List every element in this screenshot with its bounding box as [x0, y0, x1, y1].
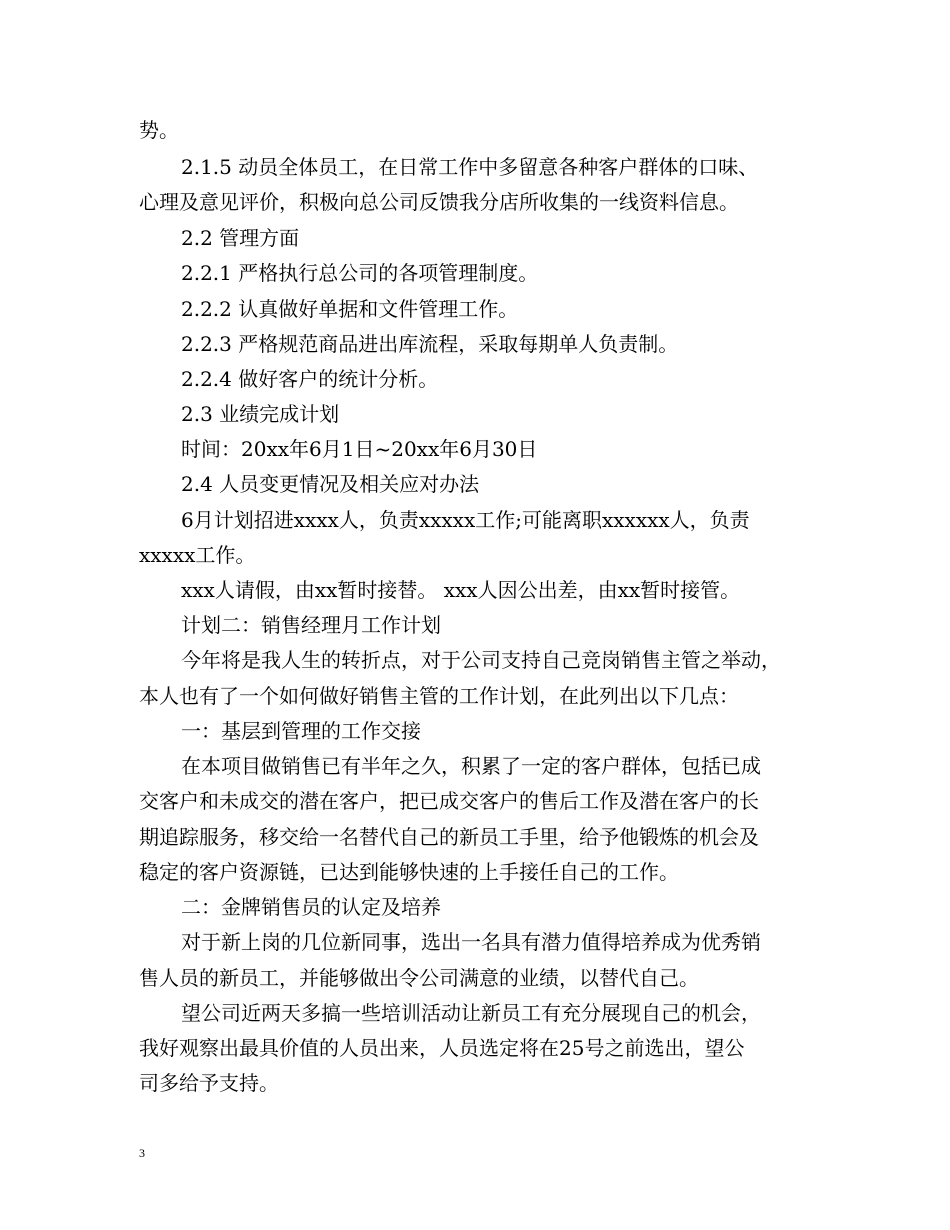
section-heading: 二：金牌销售员的认定及培养	[181, 895, 441, 919]
text-line: 稳定的客户资源链，已达到能够快速的上手接任自己的工作。	[139, 860, 679, 884]
text-line: 我好观察出最具价值的人员出来，人员选定将在25号之前选出，望公	[139, 1036, 745, 1060]
text-line: 时间：20xx年6月1日~20xx年6月30日	[181, 437, 538, 461]
text-line: 2.2.1 严格执行总公司的各项管理制度。	[181, 261, 539, 285]
text-line: 2.2.2 认真做好单据和文件管理工作。	[181, 297, 519, 321]
section-heading: 2.2 管理方面	[181, 226, 300, 250]
text-line: 6月计划招进xxxx人，负责xxxxx工作;可能离职xxxxxx人，负责	[181, 508, 750, 532]
text-line: 2.2.3 严格规范商品进出库流程，采取每期单人负责制。	[181, 332, 679, 356]
section-heading: 2.3 业绩完成计划	[181, 402, 340, 426]
text-line: 售人员的新员工，并能够做出令公司满意的业绩，以替代自己。	[139, 966, 699, 990]
text-line: 对于新上岗的几位新同事，选出一名具有潜力值得培养成为优秀销	[181, 930, 761, 954]
section-heading: 计划二：销售经理月工作计划	[181, 613, 441, 637]
text-line: xxx人请假，由xx暂时接替。 xxx人因公出差，由xx暂时接管。	[181, 578, 741, 602]
text-line: 交客户和未成交的潜在客户，把已成交客户的售后工作及潜在客户的长	[139, 789, 759, 813]
section-heading: 2.4 人员变更情况及相关应对办法	[181, 472, 480, 496]
text-line: 2.2.4 做好客户的统计分析。	[181, 367, 439, 391]
section-heading: 一：基层到管理的工作交接	[181, 719, 421, 743]
text-line: 2.1.5 动员全体员工，在日常工作中多留意各种客户群体的口味、	[181, 155, 759, 179]
page-number: 3	[139, 1146, 145, 1160]
text-line: 司多给予支持。	[139, 1071, 279, 1095]
text-line: 今年将是我人生的转折点，对于公司支持自己竞岗销售主管之举动，	[181, 648, 781, 672]
text-line: 本人也有了一个如何做好销售主管的工作计划，在此列出以下几点：	[139, 684, 739, 708]
text-line: 心理及意见评价，积极向总公司反馈我分店所收集的一线资料信息。	[139, 190, 739, 214]
text-line: 势。	[139, 118, 179, 142]
text-line: 望公司近两天多搞一些培训活动让新员工有充分展现自己的机会，	[181, 1001, 761, 1025]
text-line: 在本项目做销售已有半年之久，积累了一定的客户群体，包括已成	[181, 754, 761, 778]
text-line: 期追踪服务，移交给一名替代自己的新员工手里，给予他锻炼的机会及	[139, 825, 759, 849]
text-line: xxxxx工作。	[139, 543, 256, 567]
